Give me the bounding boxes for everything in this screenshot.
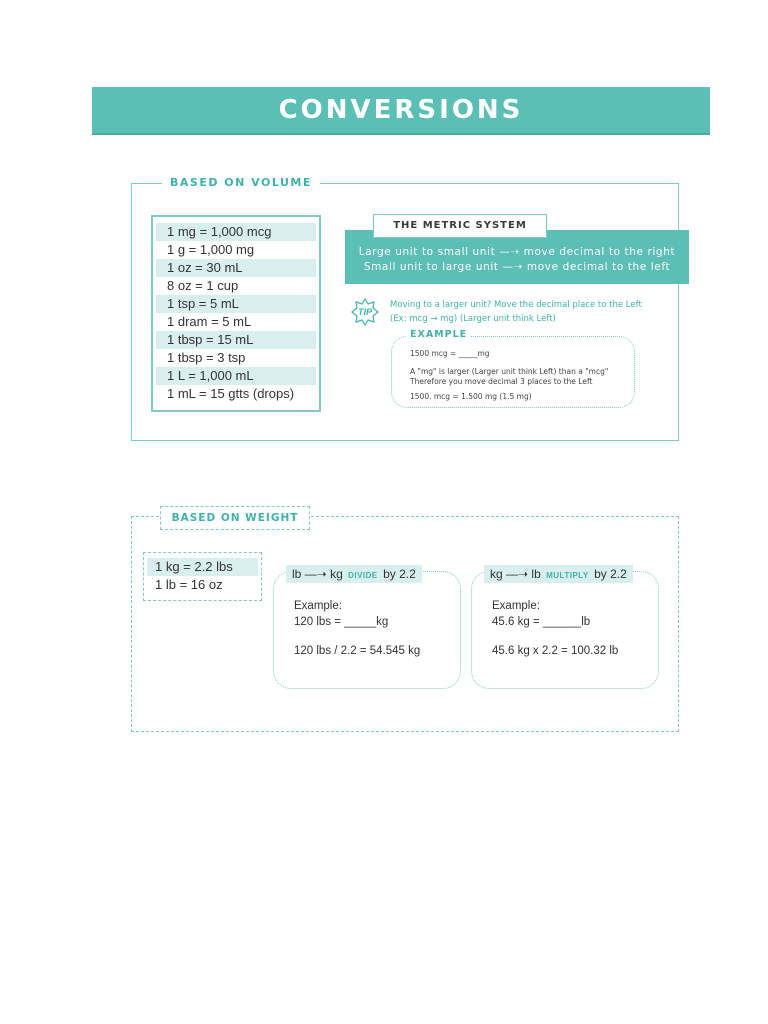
card-factor: by 2.2 [594, 567, 627, 581]
list-item: 1 lb = 16 oz [155, 577, 223, 592]
list-item: 1 tbsp = 3 tsp [167, 350, 246, 365]
example-line: 1500 mcg = _____mg [410, 349, 490, 358]
metric-rule-left: Small unit to large unit —➝ move decimal to the left [363, 261, 671, 273]
page-title: CONVERSIONS [278, 95, 524, 125]
card-example-label: Example: [294, 600, 342, 612]
card-direction: lb —➝ kg [292, 567, 343, 581]
card-example-line: 120 lbs / 2.2 = 54.545 kg [294, 645, 421, 657]
kg-to-lb-card [471, 567, 659, 689]
volume-section-heading: BASED ON VOLUME [162, 176, 320, 189]
card-example-line: 45.6 kg = ______lb [492, 616, 591, 628]
list-item: 1 oz = 30 mL [156, 259, 316, 277]
tip-badge-label: TIP [357, 307, 372, 317]
list-item: 1 tbsp = 15 mL [156, 331, 316, 349]
list-item: 1 L = 1,000 mL [156, 367, 316, 385]
card-direction: kg —➝ lb [490, 567, 541, 581]
tip-badge [351, 298, 379, 326]
title-banner [92, 87, 710, 135]
list-item: 1 mL = 15 gtts (drops) [167, 386, 295, 401]
example-heading: EXAMPLE [406, 329, 471, 340]
list-item: 8 oz = 1 cup [167, 278, 239, 293]
card-example-line: 120 lbs = _____kg [294, 616, 389, 628]
tip-line: (Ex: mcg → mg) (Larger unit think Left) [390, 314, 556, 324]
tip-text [390, 298, 690, 326]
metric-rule-right: Large unit to small unit —➝ move decimal to the right [358, 246, 676, 258]
volume-conversion-list [151, 215, 321, 412]
lb-to-kg-card [273, 567, 461, 689]
weight-section-heading: BASED ON WEIGHT [160, 506, 310, 530]
weight-section [131, 512, 679, 732]
card-example-line: 45.6 kg x 2.2 = 100.32 lb [492, 645, 619, 657]
example-box [391, 329, 635, 408]
weight-conversion-list [143, 552, 262, 601]
metric-system-heading: THE METRIC SYSTEM [373, 214, 547, 238]
list-item: 1 g = 1,000 mg [167, 242, 255, 257]
list-item: 1 kg = 2.2 lbs [147, 558, 258, 576]
card-operation: MULTIPLY [546, 571, 589, 580]
list-item: 1 dram = 5 mL [167, 314, 252, 329]
card-example-label: Example: [492, 600, 540, 612]
card-heading [484, 565, 633, 583]
volume-section [131, 176, 679, 441]
card-operation: DIVIDE [348, 571, 378, 580]
card-heading [286, 565, 422, 583]
list-item: 1 tsp = 5 mL [156, 295, 316, 313]
example-line: Therefore you move decimal 3 places to the Left [410, 377, 593, 386]
tip-line: Moving to a larger unit? Move the decimal place to the Left [390, 300, 642, 310]
example-line: 1500. mcg = 1.500 mg (1.5 mg) [410, 392, 532, 401]
card-factor: by 2.2 [383, 567, 416, 581]
example-line: A "mg" is larger (Larger unit think Left) than a "mcg" [410, 367, 609, 376]
list-item: 1 mg = 1,000 mcg [156, 223, 316, 241]
metric-system-box [345, 230, 689, 284]
